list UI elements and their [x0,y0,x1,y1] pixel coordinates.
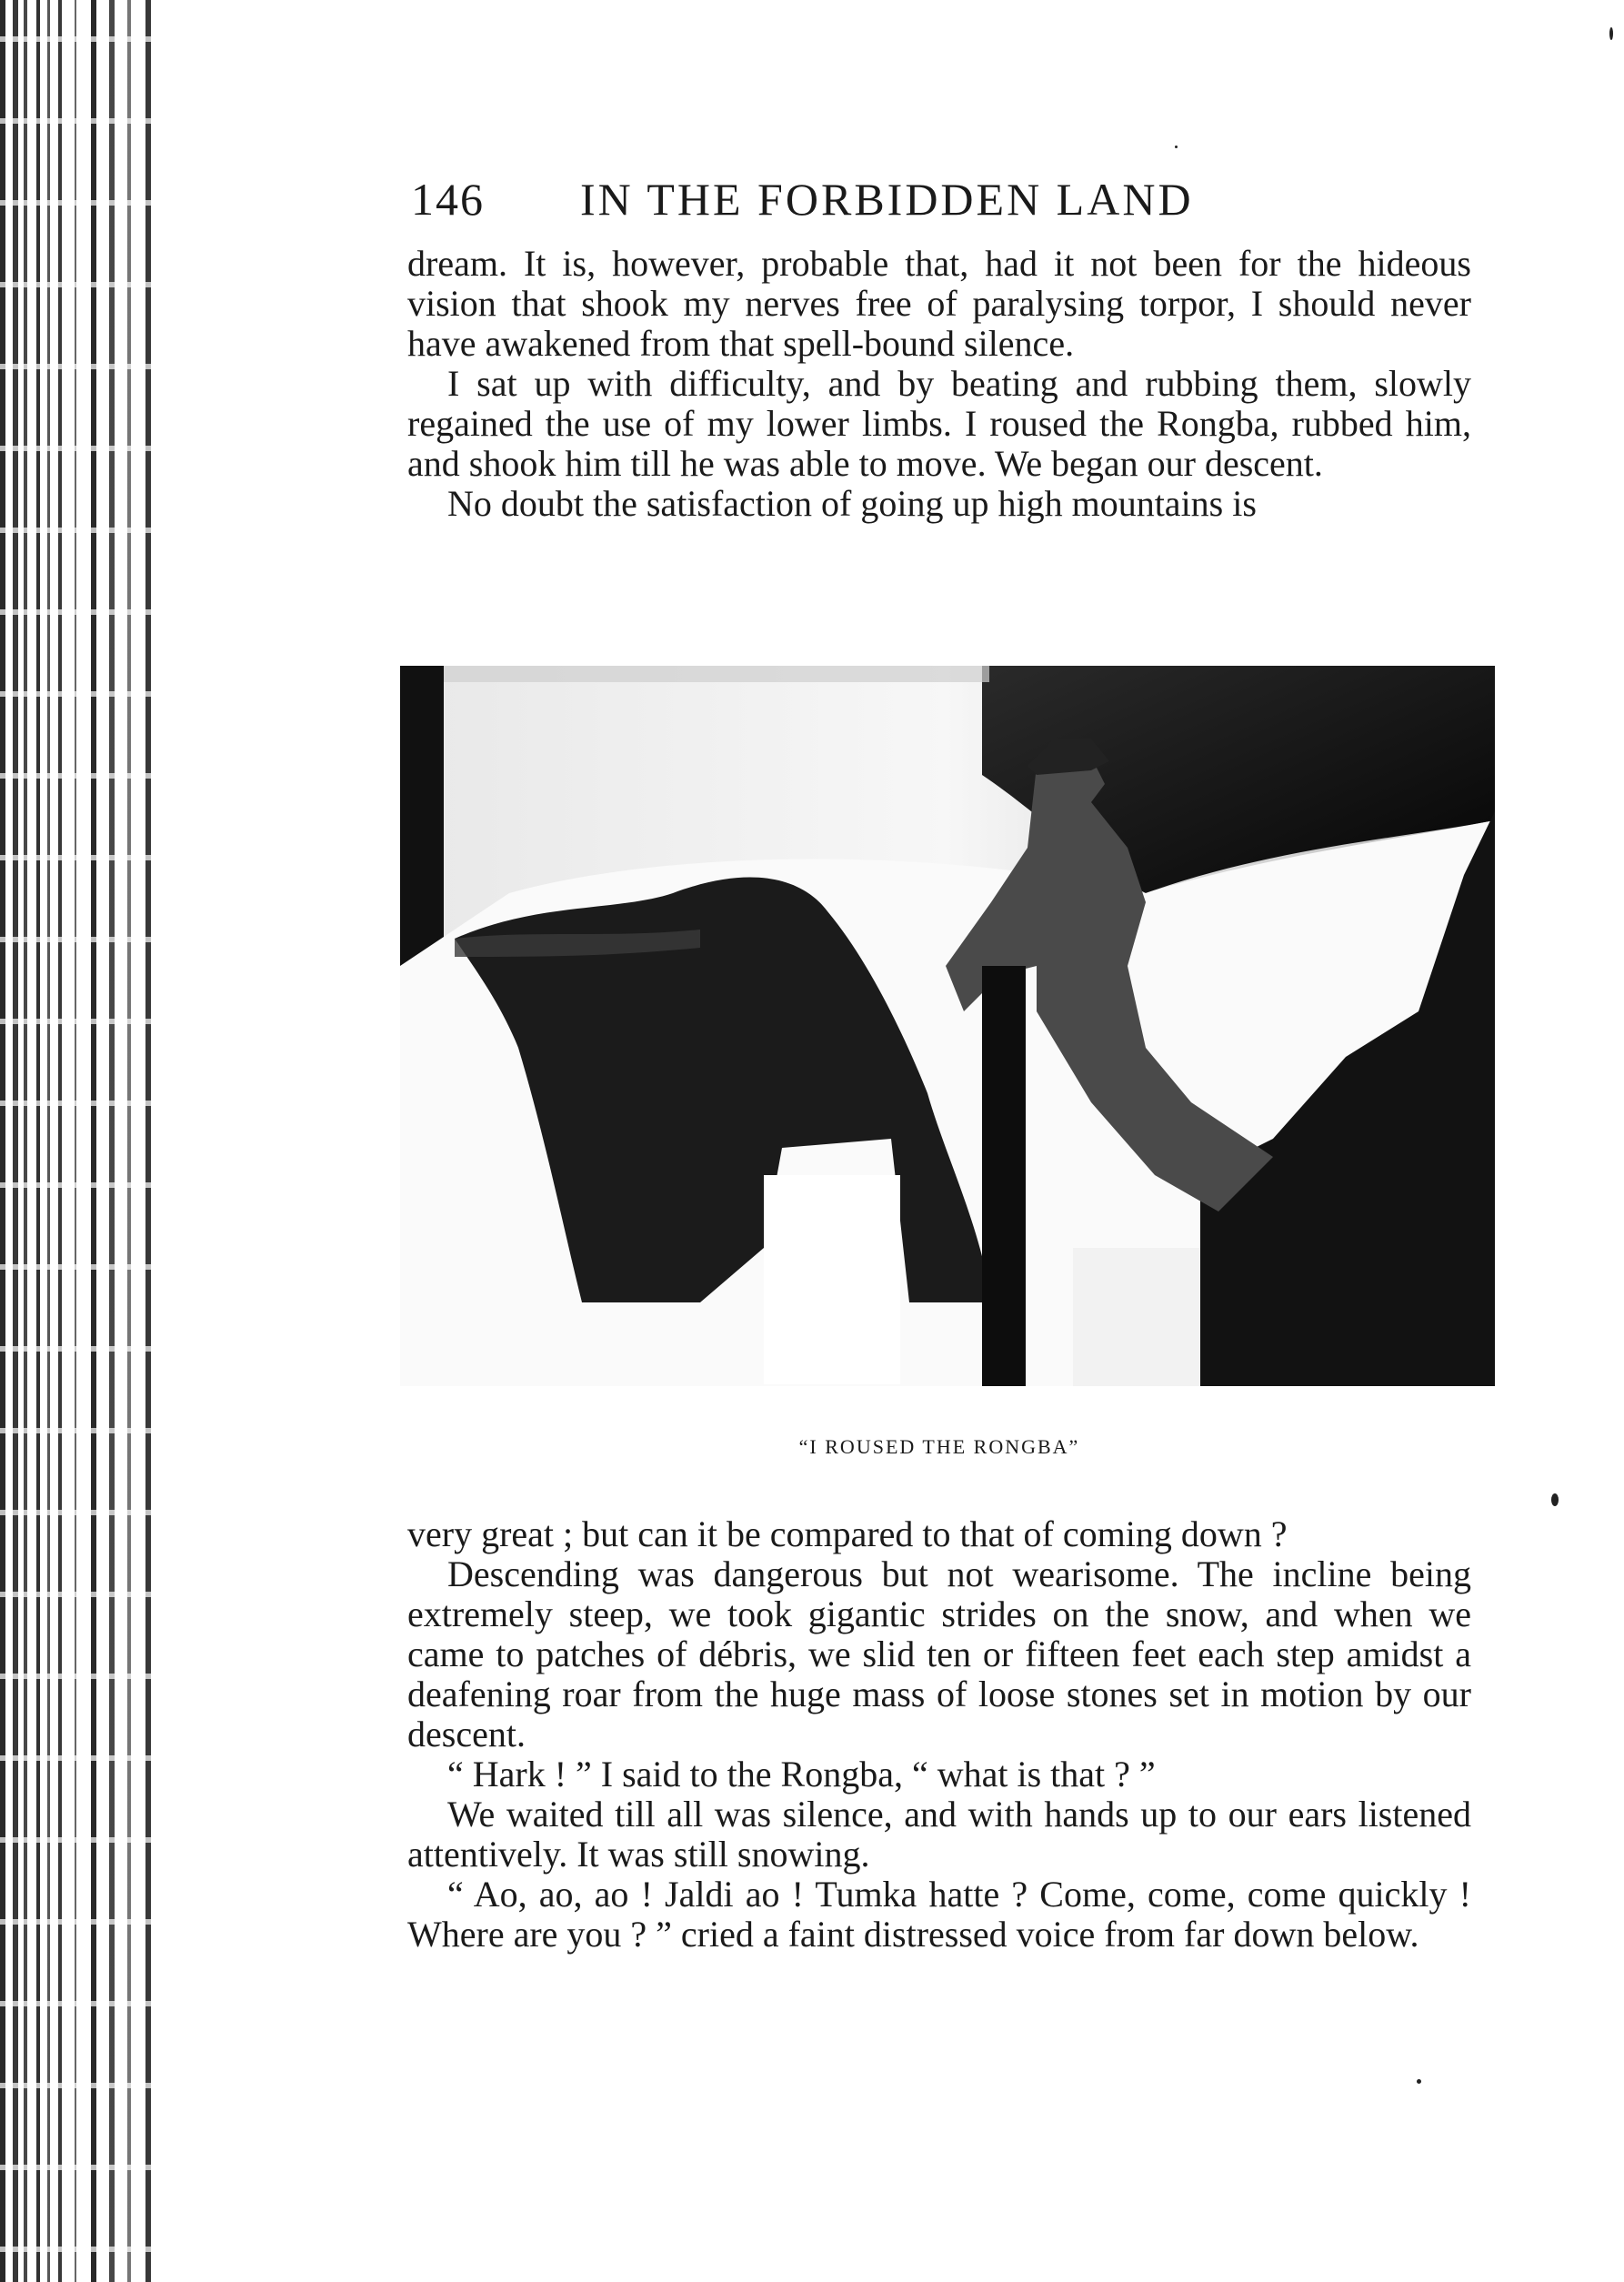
running-head [407,173,1471,227]
paragraph: Descending was dangerous but not wearisome. The incline being extremely steep, we took gigantic strides on the snow, and when we came to patches of débris, we slid ten or fifteen feet each step amidst a deafening roar from the huge mass of loose stones set in motion by our descent. [407,1553,1471,1754]
illustration-plate [400,666,1495,1386]
paragraph: No doubt the satisfaction of going up high mountains is [447,483,1257,524]
paragraph: very great ; but can it be compared to that of coming down ? [407,1513,1288,1554]
text-block-top [407,244,1471,524]
page-number: 146 [411,174,485,225]
paragraph: “ Ao, ao, ao ! Jaldi ao ! Tumka hatte ? Come, come, come quickly ! Where are you ? ” cried a faint distressed voice from far down below. [407,1874,1471,1955]
paragraph: We waited till all was silence, and with hands up to our ears listened attentively. It was still snowing. [407,1794,1471,1875]
illustration-drawing [400,666,1495,1386]
running-title: IN THE FORBIDDEN LAND [580,174,1194,225]
text-block-bottom [407,1514,1471,1955]
binding-edge-texture [0,0,164,2282]
paragraph: “ Hark ! ” I said to the Rongba, “ what is that ? ” [447,1754,1156,1794]
paragraph: I sat up with difficulty, and by beating and rubbing them, slowly regained the use of my lower limbs. I roused the Rongba, rubbed him, and shook him till he was able to move. We began our descent. [407,363,1471,484]
illustration-caption: “I ROUSED THE RONGBA” [798,1435,1080,1458]
paragraph: dream. It is, however, probable that, had it not been for the hideous vision that shook my nerves free of paralysing torpor, I should never have awakened from that spell-bound silence. [407,243,1471,364]
